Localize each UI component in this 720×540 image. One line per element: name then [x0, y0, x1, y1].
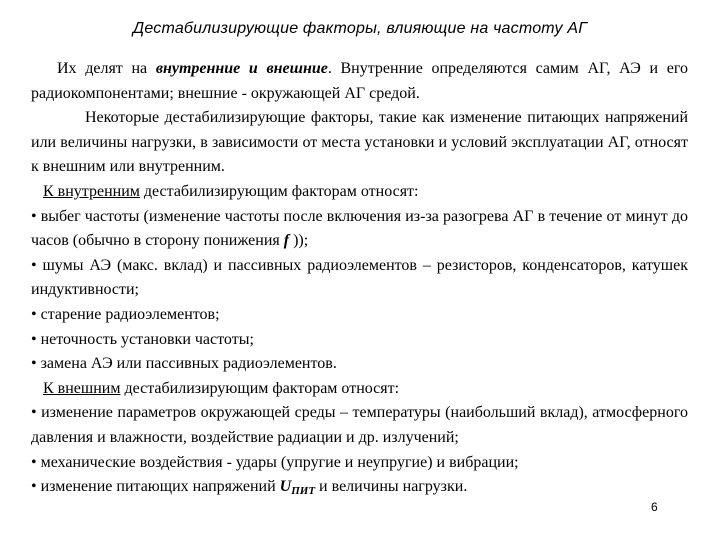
internal-item-drift — [31, 205, 688, 254]
intro-text-end: . Внутренние определяются самим АГ, АЭ и его радиокомпонентами; внешние - окружающей АГ средой. — [31, 60, 689, 102]
internal-item-drift-text: • выбег частоты (изменение частоты после включения из-за разогрева АГ в течение от минут до часов (обычно в сторону понижения — [31, 207, 688, 250]
internal-item-replacement: • замена АЭ или пассивных радиоэлементов. — [31, 355, 337, 373]
internal-item-drift-end: )); — [289, 232, 309, 250]
intro-text-start: Их делят на — [57, 60, 156, 77]
frequency-symbol: f — [283, 232, 290, 250]
internal-heading-rest: дестабилизирующим факторам относят: — [139, 182, 419, 200]
external-item-supply-text: • изменение питающих напряжений — [31, 478, 280, 496]
internal-heading-underlined: К внутренним — [43, 182, 140, 200]
internal-item-aging: • старение радиоэлементов; — [31, 305, 220, 323]
external-item-supply-end: и величины нагрузки. — [315, 478, 468, 496]
voltage-letter: U — [279, 478, 292, 496]
external-heading — [31, 377, 688, 402]
external-item-supply — [31, 475, 688, 504]
slide-title: Дестабилизирующие факторы, влияющие на частоту АГ — [132, 20, 588, 37]
internal-heading — [31, 180, 688, 205]
voltage-subscript: ПИТ — [291, 485, 316, 498]
internal-item-inaccuracy: • неточность установки частоты; — [31, 330, 254, 348]
intro-emphasis: внутренние и внешние — [155, 60, 328, 77]
external-heading-underlined: К внешним — [43, 379, 121, 397]
internal-item-noise: • шумы АЭ (макс. вклад) и пассивных радиоэлементов – резисторов, конденсаторов, катушек индуктивности; — [31, 256, 688, 299]
note-paragraph: Некоторые дестабилизирующие факторы, такие как изменение питающих напряжений или величины нагрузки, в зависимости от места установки и условий эксплуатации АГ, относят к внешним или внутренним. — [31, 109, 688, 176]
page-number: 6 — [651, 500, 658, 514]
external-item-mechanical: • механические воздействия - удары (упругие и неупругие) и вибрации; — [31, 453, 519, 471]
intro-paragraph — [31, 57, 688, 106]
slide-body — [31, 57, 688, 504]
external-item-environment: • изменение параметров окружающей среды – температуры (наибольший вклад), атмосферного давления и влажности, воздействие радиации и др. излучений; — [31, 404, 688, 446]
voltage-symbol — [279, 478, 316, 498]
external-heading-rest: дестабилизирующим факторам относят: — [120, 379, 400, 397]
